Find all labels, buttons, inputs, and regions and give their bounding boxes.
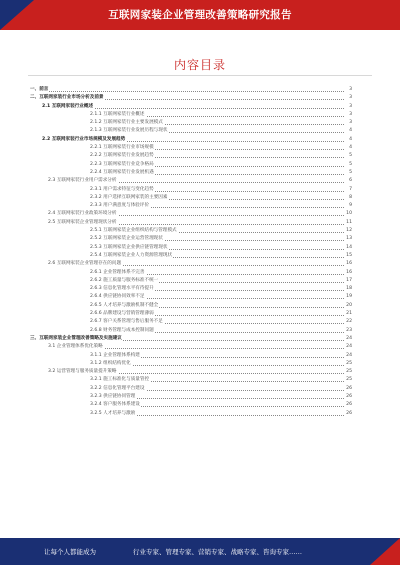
toc-page-number: 9 xyxy=(348,202,352,210)
toc-entry[interactable] xyxy=(30,194,352,202)
header-bar xyxy=(0,0,400,30)
toc-page-number: 23 xyxy=(345,327,352,335)
toc-entry[interactable] xyxy=(30,227,352,235)
toc-entry-title: 二、互联网家装行业市场分析及前景 xyxy=(30,94,105,102)
toc-entry[interactable] xyxy=(30,410,352,418)
toc-entry[interactable] xyxy=(30,401,352,409)
toc-entry[interactable] xyxy=(30,318,352,326)
toc-entry[interactable] xyxy=(30,368,352,376)
toc-entry-title: 3.1 企业管理体系优化策略 xyxy=(48,343,104,351)
toc-entry-title: 3.2 运营管理与服务质量提升策略 xyxy=(48,368,118,376)
toc-page-number: 8 xyxy=(348,194,352,202)
toc-page-number: 21 xyxy=(345,310,352,318)
toc-entry-title: 三、互联网家装企业管理改善策略及实施建议 xyxy=(30,335,123,343)
toc-page-number: 18 xyxy=(345,285,352,293)
toc-entry[interactable] xyxy=(30,177,352,185)
toc-entry-title: 2.4 互联网家装行业政策环境分析 xyxy=(48,210,118,218)
toc-entry[interactable] xyxy=(30,127,352,135)
toc-entry-title: 3.2.1 施工标准化与质量管控 xyxy=(90,376,150,384)
toc-entry[interactable] xyxy=(30,385,352,393)
toc-entry[interactable] xyxy=(30,119,352,127)
toc-entry-title: 2.6.7 客户关系管理与售后服务不足 xyxy=(90,318,164,326)
toc-entry-title: 一、前言 xyxy=(30,86,49,94)
toc-entry-title: 2.6.8 财务管理与成本控制问题 xyxy=(90,327,155,335)
footer-slogan: 让每个人都能成为 xyxy=(44,548,96,556)
toc-entry-title: 2.6 互联网家装企业管理存在的问题 xyxy=(48,260,122,268)
toc-page-number: 4 xyxy=(348,136,352,144)
toc-page-number: 3 xyxy=(348,103,352,111)
toc-entry-title: 2.5 互联网家装企业管理现状分析 xyxy=(48,219,118,227)
toc-entry[interactable] xyxy=(30,244,352,252)
toc-entry[interactable] xyxy=(30,269,352,277)
toc-entry[interactable] xyxy=(30,302,352,310)
toc-page-number: 26 xyxy=(345,410,352,418)
toc-leader-dots xyxy=(42,91,344,92)
toc-page-number: 10 xyxy=(345,210,352,218)
toc-page-number: 16 xyxy=(345,269,352,277)
footer-corner-accent xyxy=(370,538,400,565)
toc-entry[interactable] xyxy=(30,310,352,318)
toc-entry-title: 2.5.3 互联网家装企业供应链管理现状 xyxy=(90,244,168,252)
toc-entry[interactable] xyxy=(30,210,352,218)
toc-page-number: 12 xyxy=(345,227,352,235)
toc-entry-title: 2.3 互联网家装行业用户需求分析 xyxy=(48,177,118,185)
toc-entry-title: 3.2.2 信息化管理平台建设 xyxy=(90,385,146,393)
page-title: 内容目录 xyxy=(173,58,226,72)
toc-entry[interactable] xyxy=(30,277,352,285)
toc-entry[interactable] xyxy=(30,94,352,102)
toc-entry-title: 2.2.1 互联网家装行业市场规模 xyxy=(90,144,155,152)
table-of-contents xyxy=(30,86,352,514)
toc-entry[interactable] xyxy=(30,293,352,301)
toc-entry-title: 2.5.1 互联网家装企业组织结构与管理模式 xyxy=(90,227,178,235)
toc-entry[interactable] xyxy=(30,161,352,169)
toc-entry[interactable] xyxy=(30,169,352,177)
toc-page-number: 26 xyxy=(345,385,352,393)
toc-entry[interactable] xyxy=(30,111,352,119)
toc-page-number: 3 xyxy=(348,111,352,119)
toc-page-number: 7 xyxy=(348,186,352,194)
document-title: 互联网家装企业管理改善策略研究报告 xyxy=(108,9,292,21)
toc-entry[interactable] xyxy=(30,327,352,335)
toc-page-number: 24 xyxy=(345,335,352,343)
footer-bar xyxy=(0,538,400,565)
toc-page-number: 4 xyxy=(348,127,352,135)
toc-entry[interactable] xyxy=(30,343,352,351)
toc-entry[interactable] xyxy=(30,252,352,260)
toc-page-number: 5 xyxy=(348,152,352,160)
toc-entry[interactable] xyxy=(30,335,352,343)
toc-entry-title: 2.1.1 互联网家装行业概述 xyxy=(90,111,146,119)
toc-entry[interactable] xyxy=(30,136,352,144)
toc-entry-title: 3.2.5 人才培养与激励 xyxy=(90,410,136,418)
toc-entry-title: 2.6.5 人才培养与激励机制不健全 xyxy=(90,302,159,310)
toc-page-number: 13 xyxy=(345,235,352,243)
toc-entry[interactable] xyxy=(30,360,352,368)
toc-page-number: 17 xyxy=(345,277,352,285)
toc-entry[interactable] xyxy=(30,235,352,243)
toc-entry-title: 3.2.4 客户服务体系建设 xyxy=(90,401,141,409)
toc-page-number: 16 xyxy=(345,260,352,268)
toc-entry-title: 2.1 互联网家装行业概述 xyxy=(42,103,94,111)
toc-entry[interactable] xyxy=(30,202,352,210)
toc-page-number: 15 xyxy=(345,252,352,260)
toc-entry-title: 2.2.2 互联网家装行业发展趋势 xyxy=(90,152,155,160)
toc-entry-title: 3.1.1 企业管理体系构建 xyxy=(90,352,141,360)
toc-page-number: 5 xyxy=(348,161,352,169)
toc-entry-title: 2.6.3 信息化管理水平有待提升 xyxy=(90,285,155,293)
toc-entry-title: 2.3.2 用户选择互联网家装的主要因素 xyxy=(90,194,168,202)
title-divider xyxy=(28,75,372,76)
toc-entry-title: 2.3.1 用户需求特征与变化趋势 xyxy=(90,186,155,194)
toc-entry[interactable] xyxy=(30,285,352,293)
toc-entry-title: 2.2.3 互联网家装行业竞争格局 xyxy=(90,161,155,169)
footer-roles: 行业专家、管理专家、营销专家、战略专家、咨询专家…… xyxy=(133,548,302,556)
toc-entry-title: 3.2.3 供应链协同管理 xyxy=(90,393,136,401)
toc-entry-title: 2.6.2 施工质量与服务标准不统一 xyxy=(90,277,159,285)
toc-entry-title: 2.6.4 供应链协同效率不足 xyxy=(90,293,146,301)
toc-page-number: 24 xyxy=(345,352,352,360)
toc-entry[interactable] xyxy=(30,376,352,384)
toc-entry-title: 2.2 互联网家装行业市场规模及发展趋势 xyxy=(42,136,126,144)
toc-entry[interactable] xyxy=(30,393,352,401)
toc-entry-title: 2.1.2 互联网家装行业主要发展模式 xyxy=(90,119,164,127)
toc-page-number: 25 xyxy=(345,360,352,368)
toc-page-number: 3 xyxy=(348,94,352,102)
toc-page-number: 24 xyxy=(345,343,352,351)
toc-entry-title: 3.1.2 组织结构优化 xyxy=(90,360,132,368)
toc-entry[interactable] xyxy=(30,144,352,152)
toc-entry-title: 2.5.4 互联网家装企业人力资源管理现状 xyxy=(90,252,173,260)
toc-entry[interactable] xyxy=(30,186,352,194)
toc-entry-title: 2.6.1 企业管理体系不完善 xyxy=(90,269,146,277)
toc-page-number: 3 xyxy=(348,119,352,127)
toc-page-number: 14 xyxy=(345,244,352,252)
toc-entry[interactable] xyxy=(30,86,352,94)
toc-entry[interactable] xyxy=(30,260,352,268)
toc-entry-title: 2.6.6 品牌建设与营销管理薄弱 xyxy=(90,310,155,318)
toc-entry-title: 2.3.3 用户满意度与体验评价 xyxy=(90,202,150,210)
toc-page-number: 4 xyxy=(348,144,352,152)
toc-entry-title: 2.2.4 互联网家装行业发展机遇 xyxy=(90,169,155,177)
toc-entry-title: 2.1.3 互联网家装行业发展历程与现状 xyxy=(90,127,168,135)
toc-page-number: 26 xyxy=(345,401,352,409)
toc-entry[interactable] xyxy=(30,152,352,160)
toc-page-number: 20 xyxy=(345,302,352,310)
toc-page-number: 11 xyxy=(345,219,352,227)
toc-page-number: 19 xyxy=(345,293,352,301)
toc-entry[interactable] xyxy=(30,103,352,111)
toc-entry-title: 2.5.2 互联网家装企业运营管理现状 xyxy=(90,235,164,243)
toc-page-number: 25 xyxy=(345,368,352,376)
toc-page-number: 26 xyxy=(345,393,352,401)
toc-page-number: 3 xyxy=(348,86,352,94)
toc-page-number: 5 xyxy=(348,169,352,177)
toc-entry[interactable] xyxy=(30,352,352,360)
toc-page-number: 22 xyxy=(345,318,352,326)
toc-entry[interactable] xyxy=(30,219,352,227)
toc-page-number: 25 xyxy=(345,376,352,384)
toc-page-number: 6 xyxy=(348,177,352,185)
